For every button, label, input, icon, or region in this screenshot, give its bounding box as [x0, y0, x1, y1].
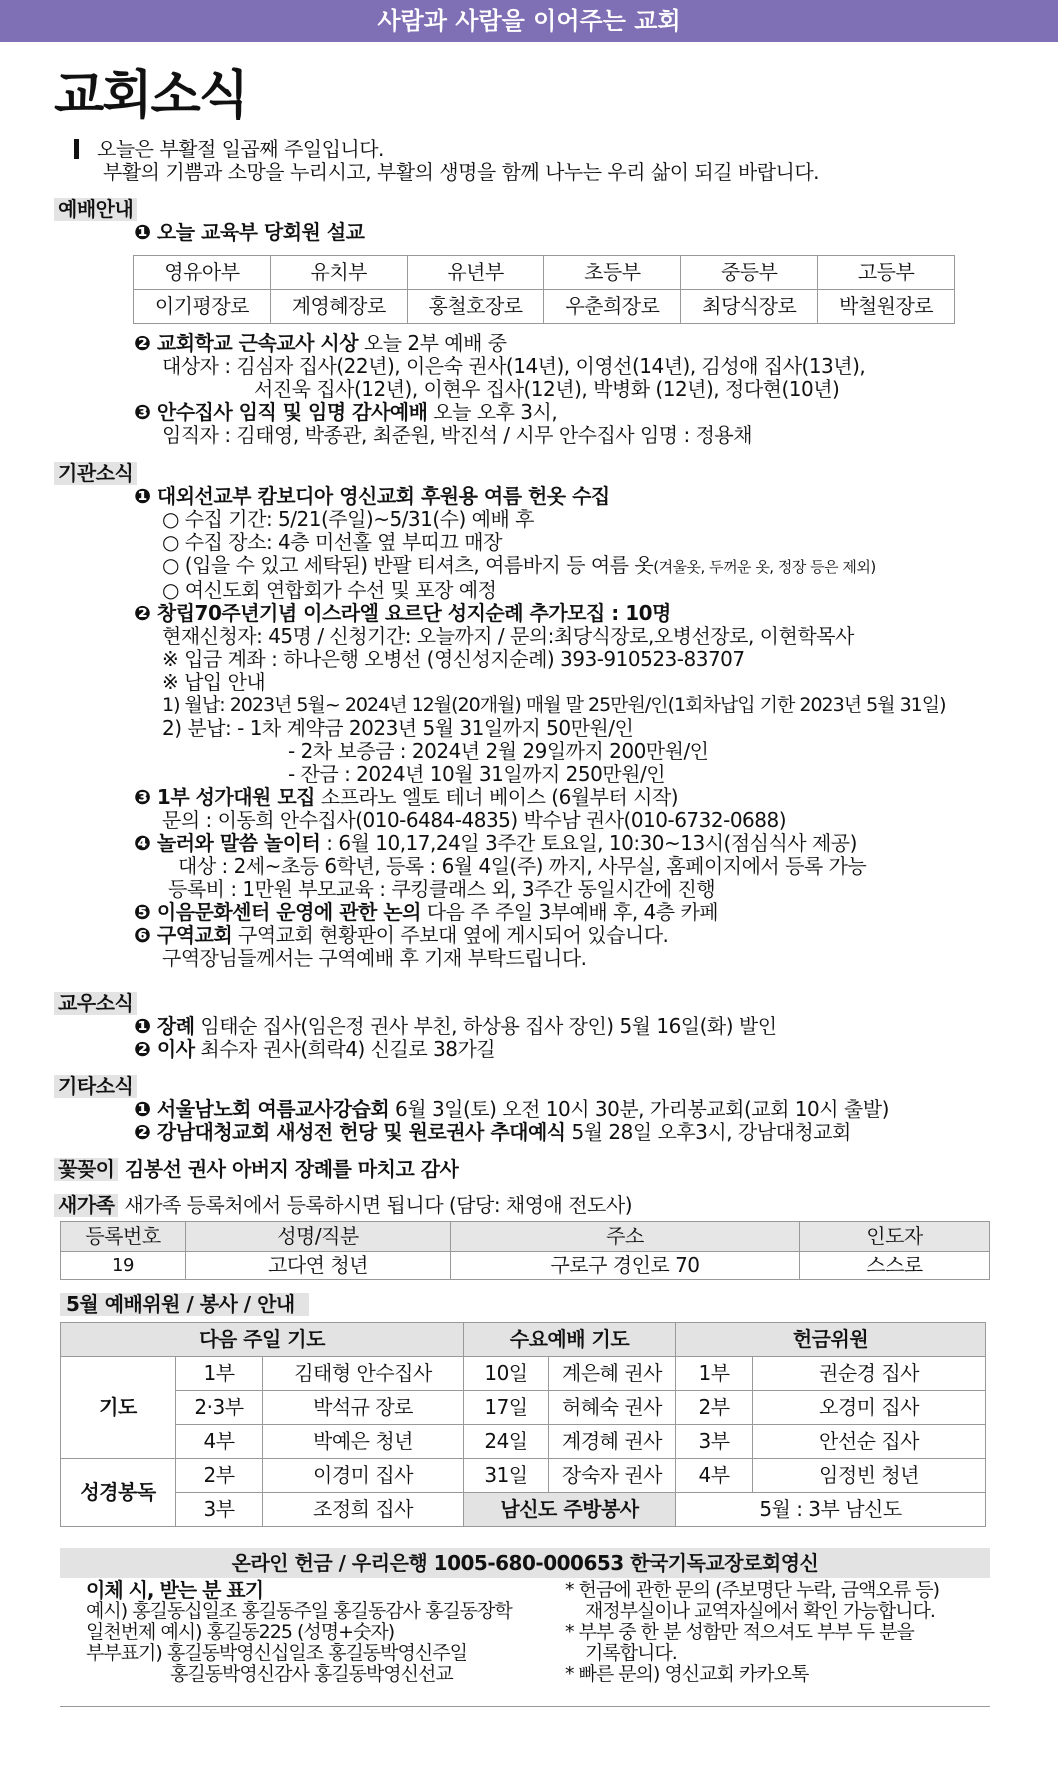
members-item1-rest: 임태순 집사(임은정 권사 부친, 하상용 집사 장인) 5월 16일(화) 발인 [194, 1014, 777, 1038]
org-item3-line1: 문의 : 이동희 안수집사(010-6484-4835) 박수남 권사(010-6732-0688) [162, 808, 787, 832]
org-item6-line1: 구역장님들께서는 구역예배 후 기재 부탁드립니다. [162, 946, 587, 970]
cell: 박석규 장로 [263, 1391, 464, 1425]
etc-item1-title: ❶ 서울남노회 여름교사강습회 [134, 1097, 390, 1121]
divider [60, 1706, 990, 1707]
inquiry-line4: 기록합니다. [585, 1642, 677, 1664]
worship-item2-line2: 서진욱 집사(12년), 이현우 집사(12년), 박병화 (12년), 정다현(10년) [254, 377, 840, 401]
section-heading: 기관소식 [54, 462, 137, 485]
inquiry-line1: * 헌금에 관한 문의 (주보명단 누락, 금액오류 등) [565, 1579, 940, 1601]
col-header: 주소 [451, 1222, 800, 1252]
table-row [134, 290, 955, 324]
org-item6-rest: 구역교회 현황판이 주보대 옆에 게시되어 있습니다. [232, 923, 669, 947]
org-item4-title: ❹ 놀러와 말씀 놀이터 [134, 831, 321, 855]
cell: 구로구 경인로 70 [451, 1252, 800, 1280]
table-header-row [134, 256, 955, 290]
section-heading: 5월 예배위원 / 봉사 / 안내 [60, 1293, 309, 1316]
newfamily-table [60, 1221, 990, 1280]
section-heading: 꽃꽂이 [54, 1158, 118, 1181]
newfamily-text: 새가족 등록처에서 등록하시면 됩니다 (담당: 채영애 전도사) [118, 1193, 632, 1217]
cell: 장숙자 권사 [549, 1459, 676, 1493]
flower-section [54, 1158, 1014, 1181]
transfer-line2: 일천번제 예시) 홍길동225 (성명+숫자) [86, 1621, 395, 1643]
cell: 1부 [676, 1357, 753, 1391]
org-item1-line3: ○ (입을 수 있고 세탁된) 반팔 티셔츠, 여름바지 등 여름 옷 [162, 553, 654, 577]
org-item6-title: ❻ 구역교회 [134, 923, 233, 947]
etc-section [54, 1075, 1014, 1144]
cell: 2부 [676, 1391, 753, 1425]
cell: 이기평장로 [134, 290, 271, 324]
org-item1-line3-note: (겨울옷, 두꺼운 옷, 정장 등은 제외) [653, 558, 876, 576]
category-reading: 성경봉독 [61, 1459, 176, 1527]
inquiry-line2: 재정부실이나 교역자실에서 확인 가능합니다. [585, 1600, 935, 1622]
table-row [61, 1425, 986, 1459]
inquiry-line5: * 빠른 문의) 영신교회 카카오톡 [565, 1663, 809, 1685]
bullet-bar-icon [74, 139, 79, 159]
org-item2-line6: - 2차 보증금 : 2024년 2월 29일까지 200만원/인 [288, 739, 709, 763]
etc-item2-rest: 5월 28일 오후3시, 강남대청교회 [565, 1120, 851, 1144]
cell: 김태형 안수집사 [263, 1357, 464, 1391]
org-item2-line7: - 잔금 : 2024년 10월 31일까지 250만원/인 [288, 762, 666, 786]
intro-line2: 부활의 기쁨과 소망을 누리시고, 부활의 생명을 함께 나누는 우리 삶이 되길 바랍니다. [103, 160, 820, 184]
cell: 24일 [464, 1425, 549, 1459]
members-section [54, 992, 1014, 1061]
table-row [61, 1357, 986, 1391]
table-row [61, 1493, 986, 1527]
header-wed-prayer: 수요예배 기도 [464, 1323, 676, 1357]
cell: 홍철호장로 [407, 290, 544, 324]
col-header: 등록번호 [61, 1222, 186, 1252]
cell: 10일 [464, 1357, 549, 1391]
transfer-line1: 예시) 홍길동십일조 홍길동주일 홍길동감사 홍길동장학 [86, 1600, 512, 1622]
members-item1-title: ❶ 장례 [134, 1014, 195, 1038]
cell: 박철원장로 [818, 290, 955, 324]
worship-items [54, 332, 1014, 447]
worship-item2-when: 오늘 2부 예배 중 [358, 331, 507, 355]
org-item4-line1: 대상 : 2세~초등 6학년, 등록 : 6월 4일(주) 까지, 사무실, 홈페이지에서 등록 가능 [178, 854, 867, 878]
transfer-line3: 부부표기) 홍길동박영신십일조 홍길동박영신주일 [86, 1642, 467, 1664]
etc-item2-title: ❷ 강남대청교회 새성전 헌당 및 원로권사 추대예식 [134, 1120, 566, 1144]
transfer-line4: 홍길동박영신감사 홍길동박영신선교 [170, 1663, 453, 1685]
worship-item3-line1: 임직자 : 김태영, 박종관, 최준원, 박진석 / 시무 안수집사 임명 : 정용채 [162, 423, 753, 447]
kitchen-value: 5월 : 3부 남신도 [676, 1493, 986, 1527]
cell: 우춘희장로 [544, 290, 681, 324]
cell: 오경미 집사 [753, 1391, 986, 1425]
col-header: 성명/직분 [186, 1222, 451, 1252]
org-item5-rest: 다음 주 주일 3부예배 후, 4층 카페 [420, 900, 719, 924]
intro-line1: 오늘은 부활절 일곱째 주일입니다. [97, 137, 384, 161]
col-header: 초등부 [544, 256, 681, 290]
table-row [61, 1391, 986, 1425]
online-giving-banner: 온라인 헌금 / 우리은행 1005-680-000653 한국기독교장로회영신 [60, 1548, 990, 1578]
col-header: 유치부 [270, 256, 407, 290]
cell: 허혜숙 권사 [549, 1391, 676, 1425]
worship-item2-line1: 대상자 : 김심자 집사(22년), 이은숙 권사(14년), 이영선(14년), 김성애 집사(13년), [162, 354, 866, 378]
col-header: 인도자 [800, 1222, 990, 1252]
cell: 임정빈 청년 [753, 1459, 986, 1493]
col-header: 고등부 [818, 256, 955, 290]
col-header: 중등부 [681, 256, 818, 290]
org-item2-line2: ※ 입금 계좌 : 하나은행 오병선 (영신성지순례) 393-910523-83707 [162, 647, 745, 671]
cell: 3부 [176, 1493, 263, 1527]
worship-section [54, 198, 1014, 244]
worship-item1: ❶ 오늘 교육부 당회원 설교 [134, 220, 365, 244]
cell: 1부 [176, 1357, 263, 1391]
cell: 3부 [676, 1425, 753, 1459]
worship-item3-when: 오늘 오후 3시, [427, 400, 558, 424]
kitchen-label: 남신도 주방봉사 [464, 1493, 676, 1527]
section-heading: 예배안내 [54, 198, 137, 221]
cell: 최당식장로 [681, 290, 818, 324]
org-item3-title: ❸ 1부 성가대원 모집 [134, 785, 315, 809]
cell: 31일 [464, 1459, 549, 1493]
org-item1-line4: ○ 여신도회 연합회가 수선 및 포장 예정 [162, 578, 497, 602]
cell: 스스로 [800, 1252, 990, 1280]
org-item4-line2: 등록비 : 1만원 부모교육 : 쿠킹클래스 외, 3주간 동일시간에 진행 [168, 877, 716, 901]
org-item2-title: ❷ 창립70주년기념 이스라엘 요르단 성지순례 추가모집 : 10명 [134, 601, 671, 625]
cell: 4부 [176, 1425, 263, 1459]
inquiry-notes [565, 1580, 995, 1685]
transfer-notes [86, 1580, 566, 1685]
cell: 이경미 집사 [263, 1459, 464, 1493]
etc-item1-rest: 6월 3일(토) 오전 10시 30분, 가리봉교회(교회 10시 출발) [389, 1097, 889, 1121]
inquiry-line3: * 부부 중 한 분 성함만 적으셔도 부부 두 분을 [565, 1621, 914, 1643]
intro [54, 138, 1014, 184]
preacher-table [133, 255, 955, 324]
may-section [60, 1293, 1020, 1316]
cell: 2부 [176, 1459, 263, 1493]
transfer-title: 이체 시, 받는 분 표기 [86, 1578, 264, 1602]
org-item2-line3: ※ 납입 안내 [162, 670, 266, 694]
members-item2-title: ❷ 이사 [134, 1037, 195, 1061]
cell: 안선순 집사 [753, 1425, 986, 1459]
page-title: 교회소식 [54, 66, 247, 126]
section-heading: 교우소식 [54, 992, 137, 1015]
org-item2-line5: 2) 분납: - 1차 계약금 2023년 5월 31일까지 50만원/인 [162, 716, 634, 740]
cell: 계은혜 권사 [549, 1357, 676, 1391]
cell: 권순경 집사 [753, 1357, 986, 1391]
org-item4-rest: : 6월 10,17,24일 3주간 토요일, 10:30~13시(점심식사 제공) [320, 831, 857, 855]
table-row [61, 1459, 986, 1493]
header-banner: 사람과 사람을 이어주는 교회 [0, 0, 1058, 42]
cell: 계경혜 권사 [549, 1425, 676, 1459]
col-header: 영유아부 [134, 256, 271, 290]
cell: 고다연 청년 [186, 1252, 451, 1280]
cell: 조정희 집사 [263, 1493, 464, 1527]
cell: 4부 [676, 1459, 753, 1493]
col-header: 유년부 [407, 256, 544, 290]
org-item1-title: ❶ 대외선교부 캄보디아 영신교회 후원용 여름 헌옷 수집 [134, 484, 610, 508]
cell: 계영혜장로 [270, 290, 407, 324]
section-heading: 기타소식 [54, 1075, 137, 1098]
org-item1-line1: ○ 수집 기간: 5/21(주일)~5/31(수) 예배 후 [162, 507, 534, 531]
org-item2-line1: 현재신청자: 45명 / 신청기간: 오늘까지 / 문의:최당식장로,오병선장로, 이현학목사 [162, 624, 854, 648]
cell: 2·3부 [176, 1391, 263, 1425]
org-section [54, 462, 1014, 970]
header-offering: 헌금위원 [676, 1323, 986, 1357]
table-row [61, 1252, 990, 1280]
org-item1-line2: ○ 수집 장소: 4층 미선홀 옆 부띠끄 매장 [162, 530, 502, 554]
worship-item3-title: ❸ 안수집사 임직 및 임명 감사예배 [134, 400, 428, 424]
cell: 17일 [464, 1391, 549, 1425]
org-item2-line4: 1) 월납: 2023년 5월~ 2024년 12월(20개월) 매월 말 25만원/인(1회차납입 기한 2023년 5월 31일) [162, 694, 946, 716]
org-item5-title: ❺ 이음문화센터 운영에 관한 논의 [134, 900, 421, 924]
members-item2-rest: 최수자 권사(희락4) 신길로 38가길 [194, 1037, 496, 1061]
worship-item2-title: ❷ 교회학교 근속교사 시상 [134, 331, 359, 355]
flower-text: 김봉선 권사 아버지 장례를 마치고 감사 [118, 1157, 459, 1181]
cell: 박예은 청년 [263, 1425, 464, 1459]
may-committee-table [60, 1322, 986, 1527]
newfamily-section [54, 1194, 1014, 1217]
section-heading: 새가족 [54, 1194, 118, 1217]
category-prayer: 기도 [61, 1357, 176, 1459]
org-item3-rest: 소프라노 엘토 테너 베이스 (6월부터 시작) [314, 785, 679, 809]
cell: 19 [61, 1252, 186, 1280]
header-next-prayer: 다음 주일 기도 [61, 1323, 464, 1357]
